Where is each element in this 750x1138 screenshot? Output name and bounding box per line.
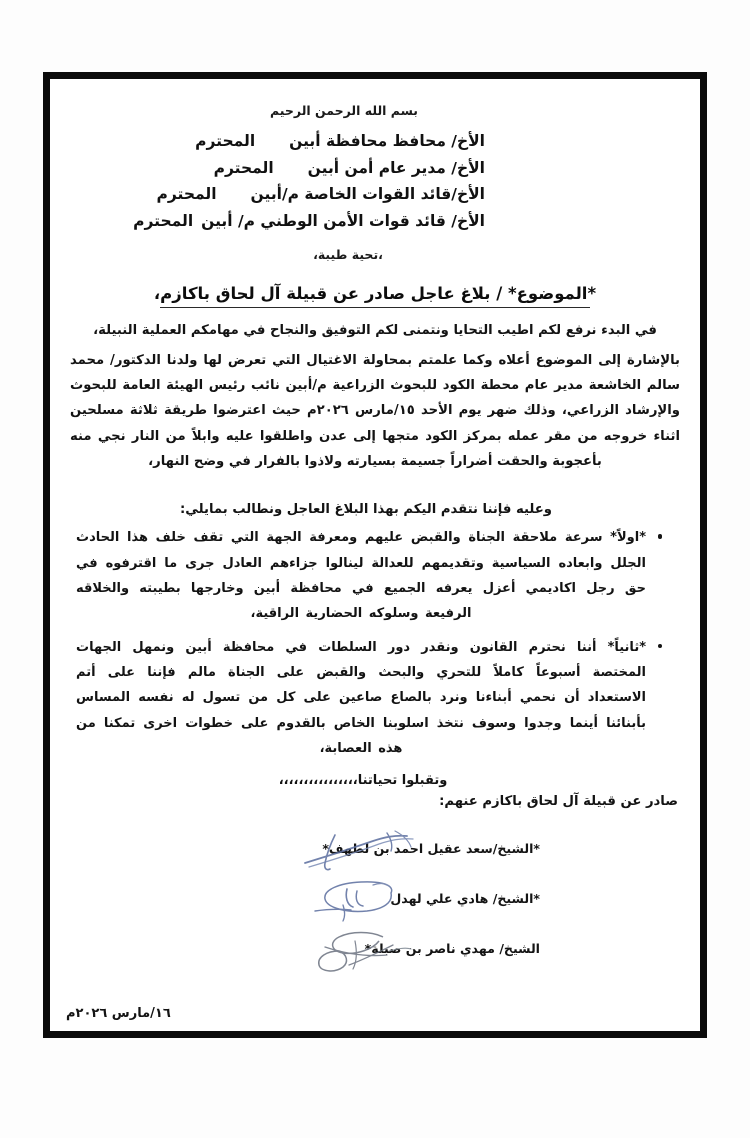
addressee-title: الأخ/ محافظ محافظة أبين (289, 132, 485, 150)
list-item (76, 635, 662, 762)
closing-regards: وتقبلوا تحياتنا،،،،،،،،،،،،،،،، (278, 773, 448, 789)
addressee-title: الأخ/ مدير عام أمن أبين (307, 158, 485, 177)
handwritten-signature-icon (295, 877, 425, 925)
document-date: ١٦/مارس ٢٠٢٦م (66, 1006, 171, 1021)
bullet-icon (658, 534, 663, 539)
signer-name: الشيخ/ مهدي ناصر بن صبلة* (364, 941, 540, 957)
signature-row (70, 931, 680, 981)
addressee-honorific: المحترم (156, 185, 217, 204)
demands-intro: وعليه فإننا نتقدم اليكم بهذا البلاغ العاجل ونطالب بمايلي: (180, 502, 552, 518)
body-paragraph-1: في البدء نرفع لكم اطيب التحايا ونتمنى لكم التوفيق والنجاح في مهامكم العملية النبيلة، (93, 323, 657, 339)
greeting-text: ،تحية طيبة، (313, 246, 383, 262)
signature-block (70, 831, 680, 981)
addressee-honorific: المحترم (195, 132, 256, 150)
addressee-row (70, 208, 680, 235)
demand-text: *ثانياً* أننا نحترم القانون ونقدر دور السلطات في محافظة أبين ونمهل الجهات المختصة أسبوعاً كاملاً للتحري والبحث والقبض على الجناة مالم فإننا على أتم الاستعداد أن نحمي أبناءنا ونرد بالصاع صاعين على كل من تسول له نفسه المساس بأبنائنا أينما وجدوا وسوف نتخذ اسلوبنا الخاص بالقدوم على خطوات اخرى تمكنا من هذه العصابة، (76, 639, 646, 757)
signature-row (70, 881, 680, 931)
demand-text: *اولاً* سرعة ملاحقة الجناة والقبض عليهم ومعرفة الجهة التي تقف خلف هذا الحادث الجلل وابعاده السياسية وتقديمهم للعدالة لينالوا جزاءهم العادل جرى ما اقترفوه في حق رجل اكاديمي أعزل يعرفه الجميع في محافظة أبين وخارجها بطيبته والخلاقه الرفيعة وسلوكه الحضارية الراقية، (76, 530, 646, 622)
addressee-row (70, 128, 680, 155)
addressee-honorific: المحترم (213, 158, 274, 177)
list-item (76, 525, 662, 626)
addressee-title: الأخ/قائد القوات الخاصة م/أبين (250, 185, 485, 204)
addressee-list (70, 128, 680, 235)
subject-heading: *الموضوع* / بلاغ عاجل صادر عن قبيلة آل لحاق باكازم، (153, 283, 597, 303)
paragraph-spacer (70, 478, 680, 492)
bullet-icon (658, 644, 663, 649)
basmala-text: بسم الله الرحمن الرحيم (270, 103, 418, 118)
demands-list (70, 525, 680, 761)
addressee-title: الأخ/ قائد قوات الأمن الوطني م/ أبين (201, 211, 485, 230)
signer-name: *الشيخ/ هادي علي لهدل (390, 891, 540, 907)
handwritten-signature-icon (295, 827, 425, 875)
document-frame (43, 72, 707, 1038)
subject-underline (160, 307, 590, 309)
body-paragraph-2: بالإشارة إلى الموضوع أعلاه وكما علمتم بمحاولة الاغتيال التي تعرض لها ولدنا الدكتور/ محمد سالم الخاشعة مدير عام محطة الكود للبحوث الزراعية م/أبين نائب رئيس الهيئة العامة للبحوث والإرشاد الزراعي، وذلك ضهر يوم الأحد ١٥/مارس ٢٠٢٦م حيث اعترضوا طريقة ثلاثة مسلحين اثناء خروجه من مقر عمله بمركز الكود متجها إلى عدن واطلقوا عليه وابلاً من النار نجي منه بأعجوبة والحقت أضراراً جسيمة بسيارته ولاذوا بالفرار في وضح النهار، (70, 352, 680, 469)
signature-row (70, 831, 680, 881)
issued-by-text: صادر عن قبيلة آل لحاق باكازم عنهم: (439, 794, 678, 810)
signer-name: *الشيخ/سعد عقيل احمد بن لطهف* (322, 841, 540, 857)
document-content (50, 79, 700, 1031)
addressee-row (70, 155, 680, 182)
addressee-honorific: المحترم (133, 211, 194, 230)
addressee-row (70, 181, 680, 208)
handwritten-signature-icon (295, 927, 425, 975)
